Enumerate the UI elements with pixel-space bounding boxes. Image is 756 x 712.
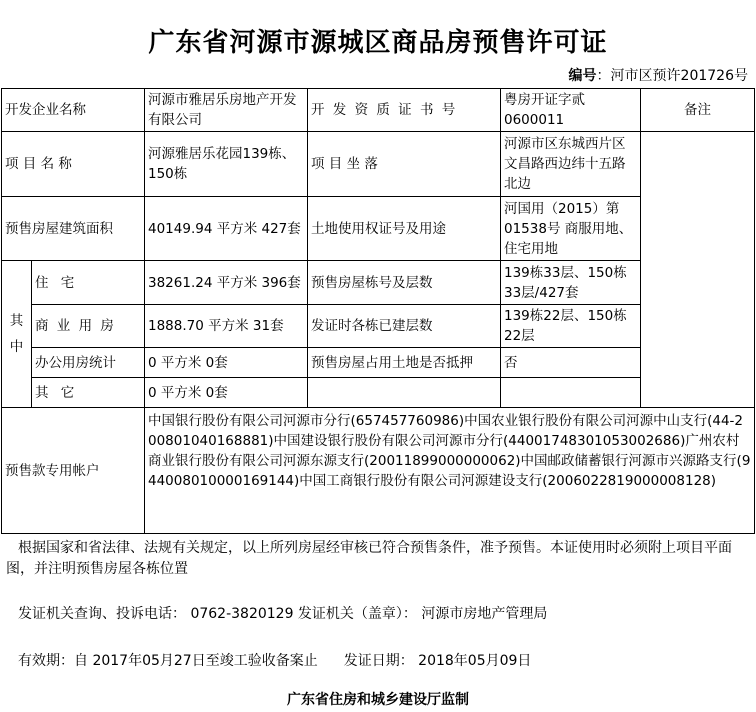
project-name-label: 项 目 名 称 xyxy=(2,132,145,197)
remark-label: 备注 xyxy=(641,89,755,132)
project-name-value: 河源雅居乐花园139栋、150栋 xyxy=(145,132,308,197)
certificate-table xyxy=(1,88,755,534)
qualification-label: 开 发 资 质 证 书 号 xyxy=(308,89,501,132)
land-cert-value: 河国用（2015）第01538号 商服用地、住宅用地 xyxy=(501,197,641,261)
other-label: 其 它 xyxy=(32,378,145,408)
other-empty-2 xyxy=(501,378,755,408)
approval-notice: 根据国家和省法律、法规有关规定，以上所列房屋经审核已符合预售条件，准予预售。本证使用时必须附上项目平面图，并注明预售房屋各栋位置 xyxy=(6,540,732,577)
presale-area-value: 40149.94 平方米 427套 xyxy=(145,197,308,261)
residential-value: 38261.24 平方米 396套 xyxy=(145,261,308,305)
developer-label: 开发企业名称 xyxy=(2,89,145,132)
presale-area-label: 预售房屋建筑面积 xyxy=(2,197,145,261)
document-number xyxy=(569,65,748,85)
issue-date: 发证日期： 2018年05月09日 xyxy=(343,653,532,669)
mortgage-value: 否 xyxy=(501,348,641,378)
remark-value xyxy=(641,132,755,408)
supervisor-footer: 广东省住房和城乡建设厅监制 xyxy=(287,692,469,708)
document-number-value: ：河市区预许201726号 xyxy=(596,68,748,84)
building-floors-value: 139栋33层、150栋33层/427套 xyxy=(501,261,641,305)
land-cert-label: 土地使用权证号及用途 xyxy=(308,197,501,261)
commercial-label: 商 业 用 房 xyxy=(32,305,145,348)
commercial-value: 1888.70 平方米 31套 xyxy=(145,305,308,348)
contact-line: 发证机关查询、投诉电话： 0762-3820129 发证机关（盖章）： 河源市房地产管理局 xyxy=(18,606,548,622)
office-value: 0 平方米 0套 xyxy=(145,348,308,378)
other-empty-1 xyxy=(308,378,501,408)
document-number-label: 编号 xyxy=(568,68,597,84)
account-value: 中国银行股份有限公司河源市分行(657457760986)中国农业银行股份有限公司河源中山支行(44-200801040168881)中国建设银行股份有限公司河源市分行(44001748301053002686)广州农村商业银行股份有限公司河源东源支行(20011899000000062)中国邮政储蓄银行河源市兴源路支行(944008010000169144)中国工商银行股份有限公司河源建设支行(2006022819000008128) xyxy=(145,408,755,534)
row-developer xyxy=(2,89,755,132)
row-project xyxy=(2,132,755,197)
built-floors-label: 发证时各栋已建层数 xyxy=(308,305,501,348)
office-label: 办公用房统计 xyxy=(32,348,145,378)
building-floors-label: 预售房屋栋号及层数 xyxy=(308,261,501,305)
row-account xyxy=(2,408,755,534)
validity-line xyxy=(18,650,531,670)
built-floors-value: 139栋22层、150栋22层 xyxy=(501,305,641,348)
location-label: 项 目 坐 落 xyxy=(308,132,501,197)
certificate-title: 广东省河源市源城区商品房预售许可证 xyxy=(148,28,608,58)
residential-label: 住 宅 xyxy=(32,261,145,305)
row-other xyxy=(2,378,755,408)
other-value: 0 平方米 0套 xyxy=(145,378,308,408)
mortgage-label: 预售房屋占用土地是否抵押 xyxy=(308,348,501,378)
qizhong-label: 其中 xyxy=(2,261,32,408)
account-label: 预售款专用帐户 xyxy=(2,408,145,534)
qualification-value: 粤房开证字贰0600011 xyxy=(501,89,641,132)
developer-value: 河源市雅居乐房地产开发有限公司 xyxy=(145,89,308,132)
validity-period: 有效期：自 2017年05月27日至竣工验收备案止 xyxy=(18,653,318,669)
location-value: 河源市区东城西片区文昌路西边纬十五路北边 xyxy=(501,132,641,197)
